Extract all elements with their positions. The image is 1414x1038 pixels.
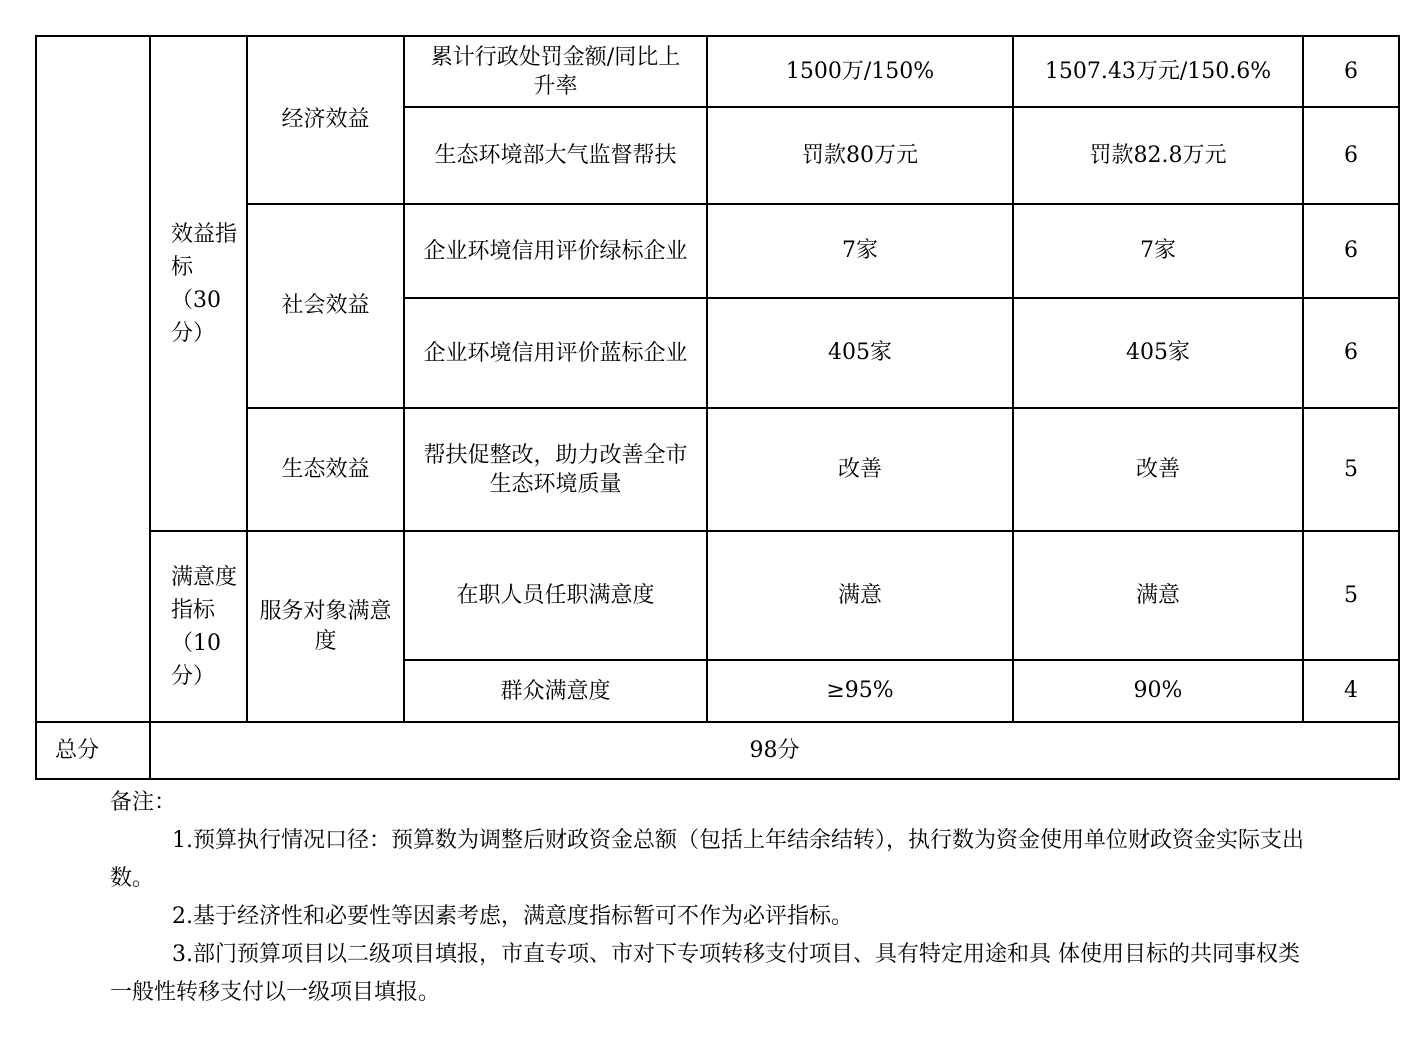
target-cell: 罚款80万元 [707, 107, 1013, 204]
target-cell: 1500万/150% [707, 36, 1013, 107]
score-cell: 6 [1303, 36, 1399, 107]
category-satisfaction: 满意度指标（10分） [150, 531, 247, 722]
note-item: 3.部门预算项目以二级项目填报，市直专项、市对下专项转移支付项目、具有特定用途和具 体使用目标的共同事权类一般性转移支付以一级项目填报。 [110, 942, 1300, 1005]
note-item: 2.基于经济性和必要性等因素考虑，满意度指标暂可不作为必评指标。 [172, 904, 853, 929]
score-cell: 6 [1303, 298, 1399, 408]
indicator-cell: 企业环境信用评价蓝标企业 [404, 298, 707, 408]
actual-cell: 改善 [1013, 408, 1303, 531]
target-cell: 改善 [707, 408, 1013, 531]
target-cell: ≥95% [707, 660, 1013, 722]
indicator-cell: 累计行政处罚金额/同比上升率 [404, 36, 707, 107]
notes-heading: 备注： [110, 790, 177, 815]
total-row [36, 722, 1399, 779]
indicator-cell: 生态环境部大气监督帮扶 [404, 107, 707, 204]
actual-cell: 90% [1013, 660, 1303, 722]
score-cell: 6 [1303, 204, 1399, 298]
subcategory-ecological: 生态效益 [247, 408, 404, 531]
notes-section [110, 784, 1310, 1012]
table-row [36, 531, 1399, 660]
note-item: 1.预算执行情况口径：预算数为调整后财政资金总额（包括上年结余结转），执行数为资金使用单位财政资金实际支出数。 [110, 828, 1304, 891]
first-level-cell [36, 36, 150, 722]
target-cell: 满意 [707, 531, 1013, 660]
indicator-cell: 在职人员任职满意度 [404, 531, 707, 660]
total-value: 98分 [150, 722, 1399, 779]
score-cell: 6 [1303, 107, 1399, 204]
category-benefit: 效益指标（30分） [150, 36, 247, 531]
performance-table [35, 35, 1400, 780]
indicator-cell: 群众满意度 [404, 660, 707, 722]
target-cell: 405家 [707, 298, 1013, 408]
table-row [36, 36, 1399, 107]
total-label: 总分 [36, 722, 150, 779]
score-cell: 5 [1303, 531, 1399, 660]
actual-cell: 罚款82.8万元 [1013, 107, 1303, 204]
subcategory-service: 服务对象满意度 [247, 531, 404, 722]
indicator-cell: 企业环境信用评价绿标企业 [404, 204, 707, 298]
subcategory-economic: 经济效益 [247, 36, 404, 204]
actual-cell: 满意 [1013, 531, 1303, 660]
actual-cell: 7家 [1013, 204, 1303, 298]
actual-cell: 405家 [1013, 298, 1303, 408]
actual-cell: 1507.43万元/150.6% [1013, 36, 1303, 107]
indicator-cell: 帮扶促整改，助力改善全市生态环境质量 [404, 408, 707, 531]
target-cell: 7家 [707, 204, 1013, 298]
subcategory-social: 社会效益 [247, 204, 404, 408]
score-cell: 5 [1303, 408, 1399, 531]
score-cell: 4 [1303, 660, 1399, 722]
